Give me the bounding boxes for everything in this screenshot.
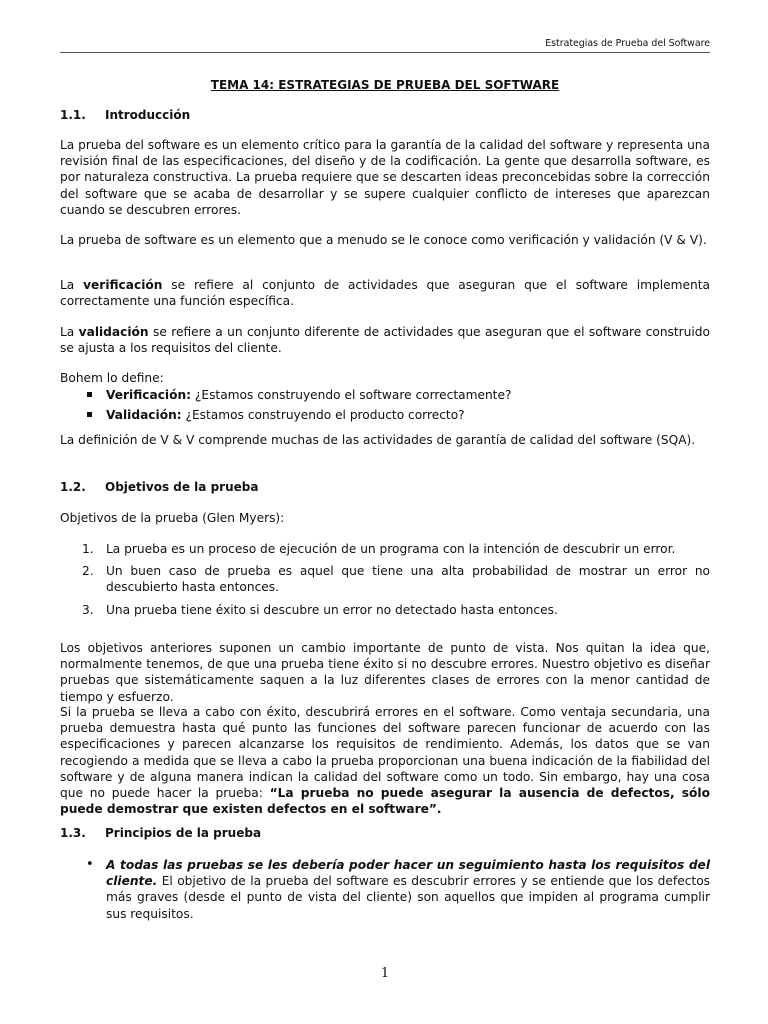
section-number: 1.3. xyxy=(60,826,86,840)
list-item-text: ¿Estamos construyendo el producto correcto? xyxy=(181,408,465,423)
paragraph-objetivos-intro: Objetivos de la prueba (Glen Myers): xyxy=(60,511,285,525)
paragraph-verificacion xyxy=(60,277,710,309)
page-number: 1 xyxy=(380,966,390,981)
section-heading-principios xyxy=(60,826,261,841)
principle-explanation: El objetivo de la prueba del software es descubrir errores y se entiende que los defectos más graves (desde el punto de vista del cliente) son aquellos que impiden al programa cumplir sus requisitos. xyxy=(106,874,710,921)
term-validacion: validación xyxy=(78,325,149,339)
text-run: . xyxy=(436,802,442,817)
document-title-text: TEMA 14: ESTRATEGIAS DE PRUEBA DEL SOFTWARE xyxy=(210,78,560,92)
paragraph-validacion xyxy=(60,324,710,356)
list-item-term: Validación: xyxy=(106,408,182,423)
list-number: 2. xyxy=(82,564,94,579)
list-item xyxy=(60,602,710,618)
section-heading-introduccion xyxy=(60,108,190,123)
list-item-term: Verificación: xyxy=(106,388,192,402)
text-run: se refiere a un conjunto diferente de actividades que aseguran que el software construido se ajusta a los requisitos del cliente. xyxy=(60,325,710,356)
paragraph-definicion: La definición de V & V comprende muchas de las actividades de garantía de calidad del software (SQA). xyxy=(60,433,696,447)
list-item xyxy=(60,563,710,595)
section-title: Objetivos de la prueba xyxy=(105,480,259,494)
definition-list xyxy=(60,387,710,427)
document-title xyxy=(60,78,710,93)
section-number: 1.1. xyxy=(60,108,86,122)
list-item xyxy=(60,541,710,557)
square-bullet-icon xyxy=(87,392,92,397)
paragraph-intro: La prueba del software es un elemento crítico para la garantía de la calidad del software y representa una revisión final de las especificaciones, del diseño y de la codificación. La gente que desarrolla software, es por naturaleza constructiva. La prueba requiere que se descarten ideas preconcebidas sobre la corrección del software que se acaba de desarrollar y se supere cualquier conflicto de intereses que aparezcan cuando se descubren errores. xyxy=(60,138,710,217)
list-item xyxy=(60,387,710,403)
section-heading-objetivos xyxy=(60,480,258,495)
list-number: 1. xyxy=(82,542,94,556)
square-bullet-icon xyxy=(87,412,92,417)
paragraph-bohem: Bohem lo define: xyxy=(60,371,164,385)
text-run: se refiere al conjunto de actividades que aseguran que el software implementa correctamente una función específica. xyxy=(60,278,710,309)
paragraph-vv: La prueba de software es un elemento que a menudo se le conoce como verificación y validación (V & V). xyxy=(60,233,707,247)
text-run: La xyxy=(60,278,84,292)
text-run: Si la prueba se lleva a cabo con éxito, descubrirá errores en el software. Como ventaja secundaria, una prueba demuestra hasta qué punto las funciones del software parecen funcionar de acuerdo con las especificaciones y parecen alcanzarse los requisitos de rendimiento. Además, los datos que se van recogiendo a medida que se lleva a cabo la prueba proporcionan una buena indicación de la fiabilidad del software y de alguna manera indican la calidad del software como un todo. Sin embargo, hay una cosa que no puede hacer la prueba: xyxy=(60,705,710,801)
list-item-text: ¿Estamos construyendo el software correctamente? xyxy=(191,388,512,402)
running-header: Estrategias de Prueba del Software xyxy=(60,38,710,53)
list-item-text: Una prueba tiene éxito si descubre un error no detectado hasta entonces. xyxy=(106,602,558,617)
list-item-text: Un buen caso de prueba es aquel que tiene una alta probabilidad de mostrar un error no descubierto hasta entonces. xyxy=(106,564,710,595)
paragraph-exito xyxy=(60,704,710,817)
term-verificacion: verificación xyxy=(83,278,163,292)
list-number: 3. xyxy=(82,602,94,617)
list-item xyxy=(60,407,710,423)
principle-item xyxy=(60,857,710,922)
text-run: La xyxy=(60,325,79,339)
paragraph-cambio-punto-vista: Los objetivos anteriores suponen un cambio importante de punto de vista. Nos quitan la idea que, normalmente tenemos, de que una prueba tiene éxito si no descubre errores. Nuestro objetivo es diseñar pruebas que sistemáticamente saquen a la luz diferentes clases de errores con la menor cantidad de tiempo y esfuerzo. xyxy=(60,641,710,704)
ordered-list xyxy=(60,541,710,624)
section-title: Principios de la prueba xyxy=(105,826,262,840)
bullet-dot-icon: • xyxy=(86,857,94,872)
section-title: Introducción xyxy=(105,108,191,122)
principle-statement: A todas las pruebas se les debería poder hacer un seguimiento hasta los requisitos del cliente. xyxy=(106,858,710,889)
quote-bold: “La prueba no puede asegurar la ausencia de defectos, sólo puede demostrar que existen defectos en el software” xyxy=(60,786,710,817)
principle-text xyxy=(60,857,710,922)
section-number: 1.2. xyxy=(60,480,86,494)
list-item-text: La prueba es un proceso de ejecución de un programa con la intención de descubrir un error. xyxy=(106,542,676,556)
